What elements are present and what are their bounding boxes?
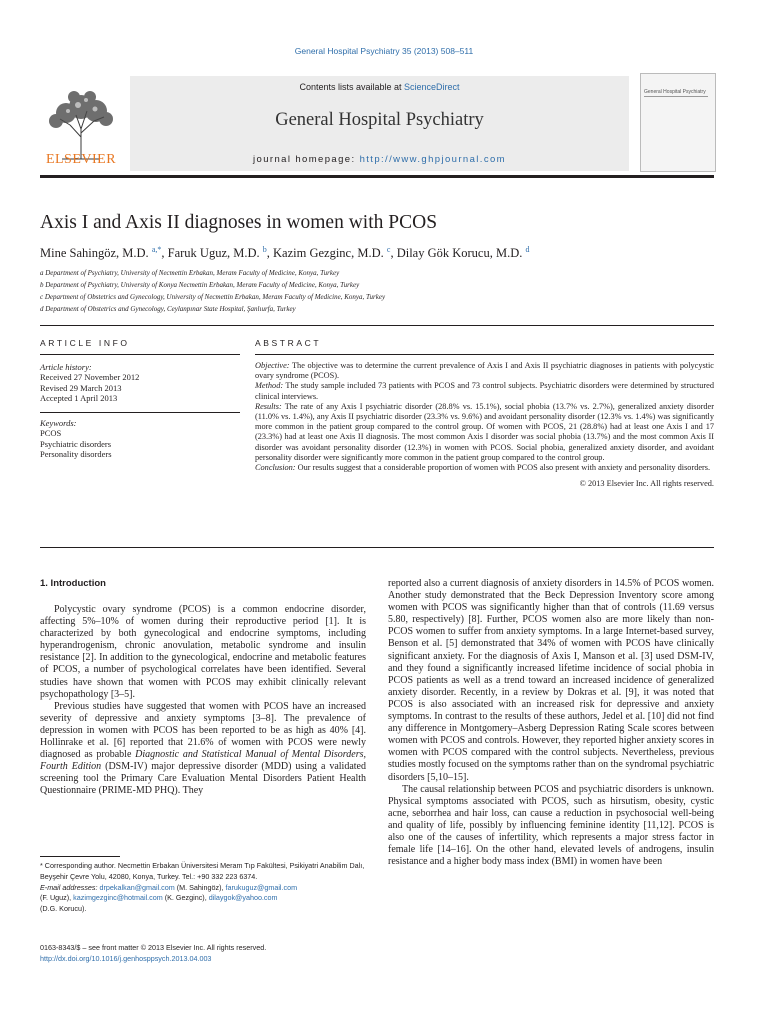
keywords-label: Keywords: [40,418,77,428]
body-paragraph: reported also a current diagnosis of anxiety disorders in 14.5% of PCOS women. Another study demonstrated that the Beck Depression Inventory score among women with PCOS was significantly higher than that of controls (11.69 versus 5.80, respectively) [8]. Further, PCOS women also are more likely than non-PCOS women to suffer from anxiety symptoms. In a large Internet-based survey, Benson et al. [5] demonstrated that 34% of women with PCOS have clinically significant anxiety. For the diagnosis of Axis I, Manson et al. [3] used DSM-IV, and they found a significantly increased lifetime incidence of social phobia in PCOS patients as well as a trend toward an increased incidence of generalized anxiety disorder. Recently, in a review by Dokras et al. [9], it was noted that PCOS is also associated with an increased risk for depressive and anxiety symptoms. In contrast to the results of these authors, Jedel et al. [10] did not find any difference in Montgomery–Asberg Depression Rating Scale scores between women with PCOS and controls. However, they reported higher anxiety scores in women with PCOS compared with the control subjects. Nevertheless, previous studies mostly focused on the symptoms rather than on the syndromal psychiatric disorders [5,10–15]. [388,578,714,783]
abstract-caption: ABSTRACT [255,338,322,348]
objective-label: Objective: [255,361,290,370]
affiliation: d Department of Obstetrics and Gynecology, Ceylanpınar State Hospital, Şanlıurfa, Turkey [40,305,296,313]
journal-title: General Hospital Psychiatry [275,110,484,130]
cover-title: General Hospital Psychiatry [644,89,706,95]
author-affiliation-marker[interactable]: b [262,245,267,254]
author-affiliation-marker[interactable]: c [386,245,391,254]
email-link[interactable]: dilaygok@yahoo.com [208,893,278,903]
abstract-results [255,402,714,463]
email-link[interactable]: drpekalkan@gmail.com [99,882,175,892]
email-owner: (K. Gezginc), [162,893,209,903]
email-addresses [40,883,366,915]
homepage-prefix: journal homepage: [253,154,360,165]
body-paragraph: Polycystic ovary syndrome (PCOS) is a common endocrine disorder, affecting 5%–10% of women during their reproductive period [1]. It is characterized by both gynecological and endocrine symptoms, including hyperandrogenism, chronic anovulation, metabolic syndrome and insulin resistance [2]. In addition to the gynecological, endocrine and metabolic features of PCOS, a number of psychological correlates have been identified. Several studies have shown that women with PCOS may exhibit clinically relevant psychopathology [3–5]. [40,604,366,700]
email-link[interactable]: farukuguz@gmail.com [225,882,298,892]
body-column-right [388,578,714,868]
method-text: The study sample included 73 patients with PCOS and 73 control subjects. Psychiatric disorders were determined by structured clinical interviews. [255,381,714,401]
keyword: PCOS [40,428,62,439]
elsevier-wordmark: ELSEVIER [45,152,117,167]
journal-homepage-link[interactable]: http://www.ghpjournal.com [359,154,506,165]
journal-cover-thumbnail-icon[interactable] [640,73,716,172]
email-link[interactable]: kazimgezginc@hotmail.com [73,893,163,903]
abstract-rule [255,354,714,355]
sciencedirect-link[interactable]: ScienceDirect [404,82,460,92]
body-column-left [40,604,366,798]
keyword: Personality disorders [40,449,112,460]
email-owner: (F. Uguz), [40,893,74,903]
body-paragraph [40,701,366,798]
contents-prefix: Contents lists available at [299,82,405,92]
abstract-copyright: © 2013 Elsevier Inc. All rights reserved. [579,479,714,489]
paragraph-text: Previous studies have suggested that women with PCOS have an increased severity of depressive and anxiety symptoms [3–8]. The prevalence of depression in women with PCOS has been reported to be as high as 40% [4]. Hollinrake et al. [6] reported that 21.6% of women with PCOS were newly diagnosed as probable [40,700,366,761]
abstract-method [255,381,714,401]
abstract-end-rule [40,547,714,548]
affiliation: c Department of Obstetrics and Gynecology, University of Necmettin Erbakan, Meram Faculty of Medicine, Konya, Turkey [40,293,386,301]
author-affiliation-marker[interactable]: a,* [151,245,162,254]
author-separator: , [266,246,274,261]
corresponding-author-note: * Corresponding author. Necmettin Erbakan Üniversitesi Meram Tıp Fakültesi, Psikiyatri Anabilim Dalı, Beyşehir Çevre Yolu, 42080, Konya, Turkey. Tel.: +90 332 223 6374. [40,861,365,881]
journal-homepage-line [130,154,629,165]
author-separator: , [390,246,397,261]
article-info-rule [40,354,240,355]
article-history [40,362,240,404]
author-name: Dilay Gök Korucu, M.D. [396,246,526,261]
objective-text: The objective was to determine the current prevalence of Axis I and Axis II psychiatric diagnoses in patients with polycystic ovary syndrome (PCOS). [255,361,714,381]
keywords [40,418,240,460]
method-label: Method: [255,381,284,391]
abstract-objective [255,361,714,381]
email-owner: (D.G. Korucu). [40,904,87,914]
paragraph-text: (DSM-IV) major depressive disorder (MDD) using a validated screening tool the Primary Care Evaluation Mental Disorders Patient Health Questionnaire (PRIME-MD PHQ). They [40,761,366,797]
author-affiliation-marker[interactable]: d [525,245,530,254]
email-label: E-mail addresses: [40,882,98,892]
footnotes [40,861,366,915]
cover-divider [644,96,708,97]
journal-reference[interactable]: General Hospital Psychiatry 35 (2013) 508–511 [294,46,474,56]
results-text: The rate of any Axis I psychiatric disorder (28.8% vs. 15.1%), social phobia (13.7% vs. 2.7%), generalized anxiety disorder (11.0% vs. 1.4%), any Axis II psychiatric disorder (23.3% vs. 9.6%) and avoidant personality disorder (12.3% vs. 1.4%) was significantly more common in the patient group compared to the control group. Of women with PCOS, 21 (28.8%) had at least one Axis I and 17 (23.3%) had at least one Axis II diagnosis. The most common Axis I disorder was social phobia (13.7%) and the most common Axis II disorder was avoidant personality disorder (12.3%) in women with PCOS. Social phobia, generalized anxiety disorder, and avoidant personality disorder were significantly more common in the patient group compared to the control group. [255,401,714,462]
header-rule [40,175,714,178]
section-heading-introduction: 1. Introduction [40,578,106,589]
author-name: Mine Sahingöz, M.D. [40,246,152,261]
email-owner: (M. Sahingöz), [174,882,226,892]
contents-available-line [130,82,629,92]
article-title: Axis I and Axis II diagnoses in women with PCOS [40,212,438,233]
author-list [40,245,530,261]
affiliation: b Department of Psychiatry, University of Konya Necmettin Erbakan, Meram Faculty of Medicine, Konya, Turkey [40,281,360,289]
affiliation: a Department of Psychiatry, University of Necmettin Erbakan, Meram Faculty of Medicine, Konya, Turkey [40,269,340,277]
doi-link[interactable]: http://dx.doi.org/10.1016/j.genhosppsych.2013.04.003 [40,953,212,963]
accepted-date: Accepted 1 April 2013 [40,393,118,404]
abstract-conclusion [255,463,714,473]
paragraph-italic-text: Diagnostic and Statistical Manual of Mental Disorders, Fourth Edition [40,749,366,773]
author-separator: , [161,246,168,261]
abstract-body [255,361,714,489]
history-label: Article history: [40,362,92,372]
author-name: Faruk Uguz, M.D. [167,246,263,261]
conclusion-text: Our results suggest that a considerable proportion of women with PCOS also present with anxiety and personality disorders. [295,463,711,473]
footnote-rule [40,856,120,857]
author-name: Kazim Gezginc, M.D. [273,246,387,261]
body-paragraph: The causal relationship between PCOS and psychiatric disorders is unknown. Physical symptoms associated with PCOS, such as hirsutism, obesity, cystic acne, seborrhea and hair loss, can cause a reduction in psychosocial well-being and quality of life, possibly by influencing feminine identity [11,12]. PCOS is also one of the causes of infertility, which represents a major stress factor in female life [14–16]. On the other hand, elevated levels of androgens, insulin resistance and a higher body mass index (BMI) in women have been [388,783,714,868]
revised-date: Revised 29 March 2013 [40,382,122,393]
affiliation-rule [40,325,714,326]
conclusion-label: Conclusion: [255,463,296,473]
results-label: Results: [255,401,282,411]
keyword: Psychiatric disorders [40,438,112,449]
issn-note: 0163-8343/$ – see front matter © 2013 Elsevier Inc. All rights reserved. [40,943,267,952]
front-matter [40,943,366,965]
received-date: Received 27 November 2012 [40,372,140,383]
article-info-caption: ARTICLE INFO [40,338,130,348]
article-info-divider [40,412,240,413]
